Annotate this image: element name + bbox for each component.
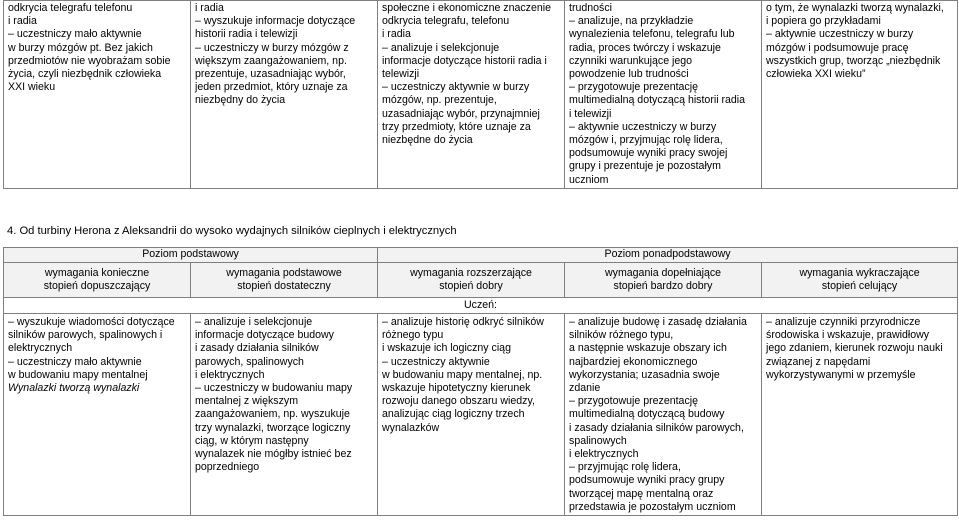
text-line: historii radia i telewizji bbox=[195, 28, 298, 41]
bottom-col-3 bbox=[378, 314, 565, 516]
req-name: wymagania dopełniające bbox=[605, 266, 722, 279]
text-line: przedmiotów nie wyobrażam sobie bbox=[8, 54, 171, 67]
text-line: – przygotowuje prezentację bbox=[569, 395, 698, 408]
text-line: społeczne i ekonomiczne znaczenie bbox=[382, 2, 552, 14]
text-line: XXI wieku bbox=[8, 81, 56, 94]
text-line: i radia bbox=[195, 2, 224, 14]
text-line: wynalazek nie mógłby istnieć bez bbox=[195, 448, 352, 461]
top-col-4 bbox=[565, 1, 762, 189]
text-line: i telewizji bbox=[569, 107, 612, 120]
table-row bbox=[4, 248, 958, 263]
text-line: – wyszukuje informacje dotyczące bbox=[195, 15, 356, 28]
text-line: i radia bbox=[8, 15, 37, 28]
top-col-2 bbox=[191, 1, 378, 189]
text-line: zaangażowaniem, np. wyszukuje bbox=[195, 408, 350, 421]
text-line: i zasady działania silników parowych, bbox=[569, 421, 744, 434]
text-line: podsumowuje wyniki pracy grupy bbox=[569, 474, 725, 487]
text-line: – analizuje, na przykładzie bbox=[569, 15, 694, 28]
text-line: przedstawia je pozostałym uczniom bbox=[569, 500, 736, 513]
bottom-col-5 bbox=[762, 314, 958, 516]
text-line: i popiera go przykładami bbox=[766, 15, 881, 28]
text-line: życia, czyli niezbędnik człowieka bbox=[8, 68, 162, 81]
text-line: jeden przedmiot, który uznaje za bbox=[195, 81, 348, 94]
text-line: i radia bbox=[382, 28, 411, 41]
text-line: poprzedniego bbox=[195, 461, 260, 474]
student-label: Uczeń: bbox=[4, 298, 958, 314]
text-line: o tym, że wynalazki tworzą wynalazki, bbox=[766, 2, 944, 14]
text-line: człowieka XXI wieku” bbox=[766, 68, 866, 81]
text-line: analizując ciąg logiczny trzech bbox=[382, 408, 525, 421]
text-line: większym zaangażowaniem, np. bbox=[195, 54, 347, 67]
text-line: wszystkich grup, tworząc „niezbędnik bbox=[766, 54, 941, 67]
text-line: czynniki warunkujące jego bbox=[569, 54, 693, 67]
text-line: najbardziej ekonomicznego bbox=[569, 355, 698, 368]
text-line: odkrycia telegrafu telefonu bbox=[8, 2, 133, 14]
req-grade: stopień celujący bbox=[821, 280, 898, 292]
text-line: mózgów, np. prezentuje, bbox=[382, 94, 497, 107]
top-col-3 bbox=[378, 1, 565, 189]
text-line: wykorzystywanymi w przemyśle bbox=[766, 368, 916, 381]
level-advanced: Poziom ponadpodstawowy bbox=[378, 248, 958, 263]
text-line: a następnie wskazuje obszary ich bbox=[569, 342, 727, 355]
text-line: – analizuje i selekcjonuje bbox=[195, 316, 313, 328]
text-line: grupy i prezentuje je pozostałym bbox=[569, 160, 721, 173]
text-line: różnego typu bbox=[382, 329, 444, 342]
text-line: silników różnego typu, bbox=[569, 329, 674, 342]
text-line: silników parowych, spalinowych i bbox=[8, 329, 163, 342]
text-line: uczniom bbox=[569, 173, 609, 186]
text-line: trudności bbox=[569, 2, 612, 14]
table-row bbox=[4, 314, 958, 516]
text-line: – uczestniczy mało aktywnie bbox=[8, 28, 142, 41]
text-line: podsumowuje wyniki pracy swojej bbox=[569, 147, 728, 160]
top-col-1 bbox=[4, 1, 191, 189]
req-name: wymagania konieczne bbox=[44, 266, 150, 279]
text-line: parowych, spalinowych bbox=[195, 355, 304, 368]
text-line: rozwoju danego obszaru wiedzy, bbox=[382, 395, 535, 408]
text-line: niezbędny do życia bbox=[195, 94, 286, 107]
text-line: – analizuje budowę i zasadę działania bbox=[569, 316, 747, 328]
text-line: mózgów i, przyjmując rolę lidera, bbox=[569, 134, 723, 147]
text-line: w budowaniu mapy mentalnej, np. bbox=[382, 368, 543, 381]
text-line: odkrycia telegrafu, telefonu bbox=[382, 15, 510, 28]
section-heading: 4. Od turbiny Herona z Aleksandrii do wysoko wydajnych silników cieplnych i elektrycznych bbox=[7, 225, 457, 237]
req-header-3 bbox=[378, 263, 565, 298]
req-grade: stopień dopuszczający bbox=[43, 280, 151, 292]
text-line: i zasady działania silników bbox=[195, 342, 319, 355]
req-name: wymagania rozszerzające bbox=[410, 266, 532, 279]
text-line: – aktywnie uczestniczy w burzy bbox=[569, 120, 717, 133]
text-line: mentalnej z większym bbox=[195, 395, 299, 408]
text-line: – przygotowuje prezentację bbox=[569, 81, 698, 94]
text-line: – uczestniczy w budowaniu mapy bbox=[195, 382, 353, 395]
text-line: – analizuje czynniki przyrodnicze bbox=[766, 316, 921, 328]
text-line: i wskazuje ich logiczny ciąg bbox=[382, 342, 511, 355]
text-line: – uczestniczy aktywnie bbox=[382, 355, 490, 368]
text-line: telewizji bbox=[382, 68, 420, 81]
text-line: – uczestniczy aktywnie w burzy bbox=[382, 81, 530, 94]
text-line: tworzącej mapę mentalną oraz bbox=[569, 487, 714, 500]
text-line: informacje dotyczące historii radia i bbox=[382, 54, 547, 67]
text-line: – wyszukuje wiadomości dotyczące bbox=[8, 316, 175, 328]
text-line: trzy przedmioty, które uznaje za bbox=[382, 120, 531, 133]
table-row bbox=[4, 1, 958, 189]
text-line: – analizuje historię odkryć silników bbox=[382, 316, 544, 328]
text-line: radia, proces twórczy i wskazuje bbox=[569, 41, 721, 54]
requirements-table bbox=[3, 247, 958, 516]
text-line: – aktywnie uczestniczy w burzy bbox=[766, 28, 914, 41]
req-grade: stopień bardzo dobry bbox=[613, 280, 713, 292]
text-line: wynalazków bbox=[382, 421, 440, 434]
text-line: prezentuje, uzasadniając wybór, bbox=[195, 68, 346, 81]
table-row bbox=[4, 263, 958, 298]
text-line: ciąg, w którym następny bbox=[195, 434, 309, 447]
table-row bbox=[4, 298, 958, 314]
text-line: multimedialną dotyczącą budowy bbox=[569, 408, 725, 421]
text-line: niezbędne do życia bbox=[382, 134, 473, 147]
req-header-4 bbox=[565, 263, 762, 298]
text-line: – analizuje i selekcjonuje bbox=[382, 41, 500, 54]
text-line: powodzenie lub trudności bbox=[569, 68, 689, 81]
text-line: multimedialną dotyczącą historii radia bbox=[569, 94, 746, 107]
text-line: w budowaniu mapy mentalnej bbox=[8, 368, 148, 381]
top-col-5 bbox=[762, 1, 958, 189]
text-line: wykorzystania; uzasadnia swoje bbox=[569, 368, 720, 381]
text-line: i elektrycznych bbox=[569, 448, 639, 461]
level-basic: Poziom podstawowy bbox=[4, 248, 378, 263]
text-line: – uczestniczy w burzy mózgów z bbox=[195, 41, 349, 54]
text-line: związanej z napędami bbox=[766, 355, 871, 368]
req-header-1 bbox=[4, 263, 191, 298]
text-line: elektrycznych bbox=[8, 342, 73, 355]
req-header-5 bbox=[762, 263, 958, 298]
text-line: spalinowych bbox=[569, 434, 627, 447]
bottom-col-2 bbox=[191, 314, 378, 516]
req-grade: stopień dostateczny bbox=[237, 280, 331, 292]
req-name: wymagania wykraczające bbox=[799, 266, 920, 279]
top-requirements-table bbox=[3, 0, 958, 189]
req-header-2 bbox=[191, 263, 378, 298]
bottom-col-1 bbox=[4, 314, 191, 516]
text-line-italic: Wynalazki tworzą wynalazki bbox=[8, 382, 140, 395]
text-line: – przyjmując rolę lidera, bbox=[569, 461, 681, 474]
text-line: środowiska i wskazuje, prawidłowy bbox=[766, 329, 930, 342]
req-grade: stopień dobry bbox=[439, 280, 503, 292]
text-line: mózgów i podsumowuje pracę bbox=[766, 41, 909, 54]
text-line: w burzy mózgów pt. Bez jakich bbox=[8, 41, 153, 54]
text-line: zdanie bbox=[569, 382, 601, 395]
text-line: informacje dotyczące budowy bbox=[195, 329, 334, 342]
text-line: wskazuje hipotetyczny kierunek bbox=[382, 382, 531, 395]
text-line: – uczestniczy mało aktywnie bbox=[8, 355, 142, 368]
text-line: trzy wynalazki, tworzące logiczny bbox=[195, 421, 351, 434]
text-line: uzasadniając wybór, przynajmniej bbox=[382, 107, 540, 120]
req-name: wymagania podstawowe bbox=[226, 266, 342, 279]
text-line: i elektrycznych bbox=[195, 368, 265, 381]
text-line: jego zdaniem, kierunek rozwoju nauki bbox=[766, 342, 943, 355]
bottom-col-4 bbox=[565, 314, 762, 516]
text-line: wynalezienia telefonu, telegrafu lub bbox=[569, 28, 735, 41]
